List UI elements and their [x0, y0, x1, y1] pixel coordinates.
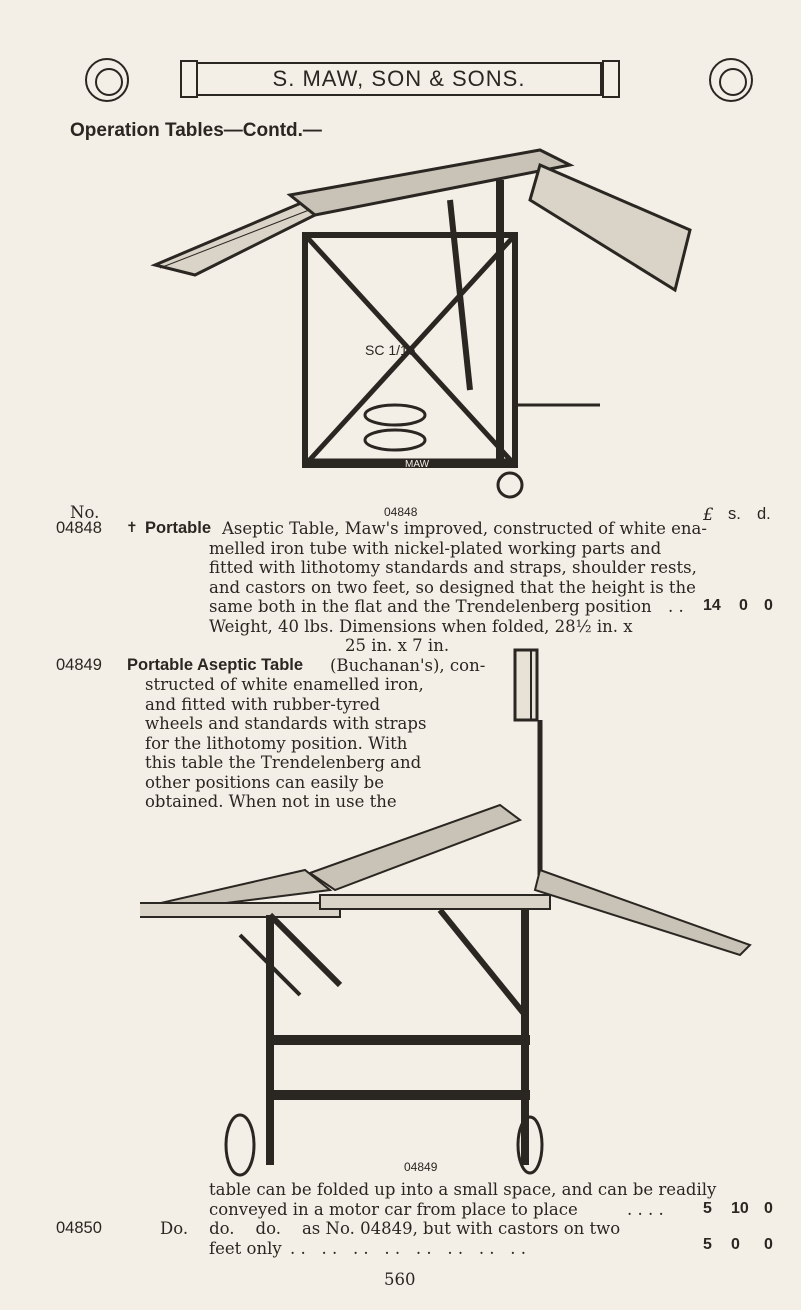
column-shillings: s. — [728, 505, 741, 523]
item-description-line: conveyed in a motor car from place to place — [209, 1200, 578, 1219]
price-pounds: 14 — [703, 597, 721, 614]
section-title: Operation Tables—Contd.— — [70, 120, 322, 141]
item-description-line: Aseptic Table, Maw's improved, constructed of white ena- — [222, 519, 707, 538]
item-description-line: this table the Trendelenberg and — [145, 753, 422, 772]
item-description-line: and castors on two feet, so designed that the height is the — [209, 578, 696, 597]
item-title: Portable Aseptic Table — [127, 656, 304, 674]
price-pence: 0 — [764, 597, 773, 614]
scale-marking — [365, 342, 416, 358]
firm-name-banner — [196, 62, 602, 96]
item-description-line: structed of white enamelled iron, — [145, 675, 424, 694]
price-shillings: 10 — [731, 1200, 749, 1217]
price-shillings: 0 — [731, 1236, 740, 1253]
item-description-line: (Buchanan's), con- — [330, 656, 486, 675]
column-pounds: £ — [703, 505, 714, 524]
item-description-line: for the lithotomy position. With — [145, 734, 408, 753]
item-description-line: table can be folded up into a small space, and can be readily — [209, 1180, 717, 1199]
right-crest-logo — [709, 58, 753, 102]
item-description-line: 25 in. x 7 in. — [345, 636, 450, 655]
maw-stamp: MAW — [405, 459, 430, 470]
dagger-marker: ✝ — [126, 520, 138, 536]
price-pounds: 5 — [703, 1200, 712, 1217]
item-description-line: melled iron tube with nickel-plated working parts and — [209, 539, 662, 558]
item-description-line: Do. do. do. as No. 04849, but with castors on two — [160, 1219, 621, 1238]
column-pence: d. — [757, 505, 771, 523]
item-description-line: other positions can easily be — [145, 773, 384, 792]
price-pence: 0 — [764, 1236, 773, 1253]
item-description-line: obtained. When not in use the — [145, 792, 397, 811]
page-number: 560 — [384, 1270, 416, 1289]
table-04848-illustration — [140, 140, 700, 500]
firm-name: S. MAW, SON & SONS. — [272, 66, 526, 91]
svg-text:SC 1/16: SC 1/16 — [365, 342, 416, 358]
price-pounds: 5 — [703, 1236, 712, 1253]
table-04849-illustration — [140, 645, 760, 1205]
item-number: 04848 — [56, 519, 102, 537]
item-description-line: same both in the flat and the Trendelenberg position — [209, 597, 652, 616]
price-pence: 0 — [764, 1200, 773, 1217]
item-description-line: and fitted with rubber-tyred — [145, 695, 381, 714]
column-no: No. — [70, 503, 100, 522]
illustration-caption-04849: 04849 — [404, 1160, 438, 1174]
item-description-line: wheels and standards with straps — [145, 714, 427, 733]
left-crest-logo — [85, 58, 129, 102]
item-description-line: fitted with lithotomy standards and straps, shoulder rests, — [209, 558, 697, 577]
item-description-line: feet only — [209, 1239, 282, 1258]
illustration-caption-04848: 04848 — [384, 505, 418, 519]
price-leader: . . — [668, 597, 684, 616]
item-description-line: Weight, 40 lbs. Dimensions when folded, 28½ in. x — [209, 617, 633, 636]
item-title: Portable — [145, 519, 212, 537]
price-shillings: 0 — [739, 597, 748, 614]
price-leader: . . . . . . . . . . . . . . . . — [290, 1239, 527, 1258]
item-number: 04850 — [56, 1219, 102, 1237]
price-leader: . . . . — [627, 1200, 664, 1219]
banner-right-scroll — [602, 60, 620, 98]
item-number: 04849 — [56, 656, 102, 674]
